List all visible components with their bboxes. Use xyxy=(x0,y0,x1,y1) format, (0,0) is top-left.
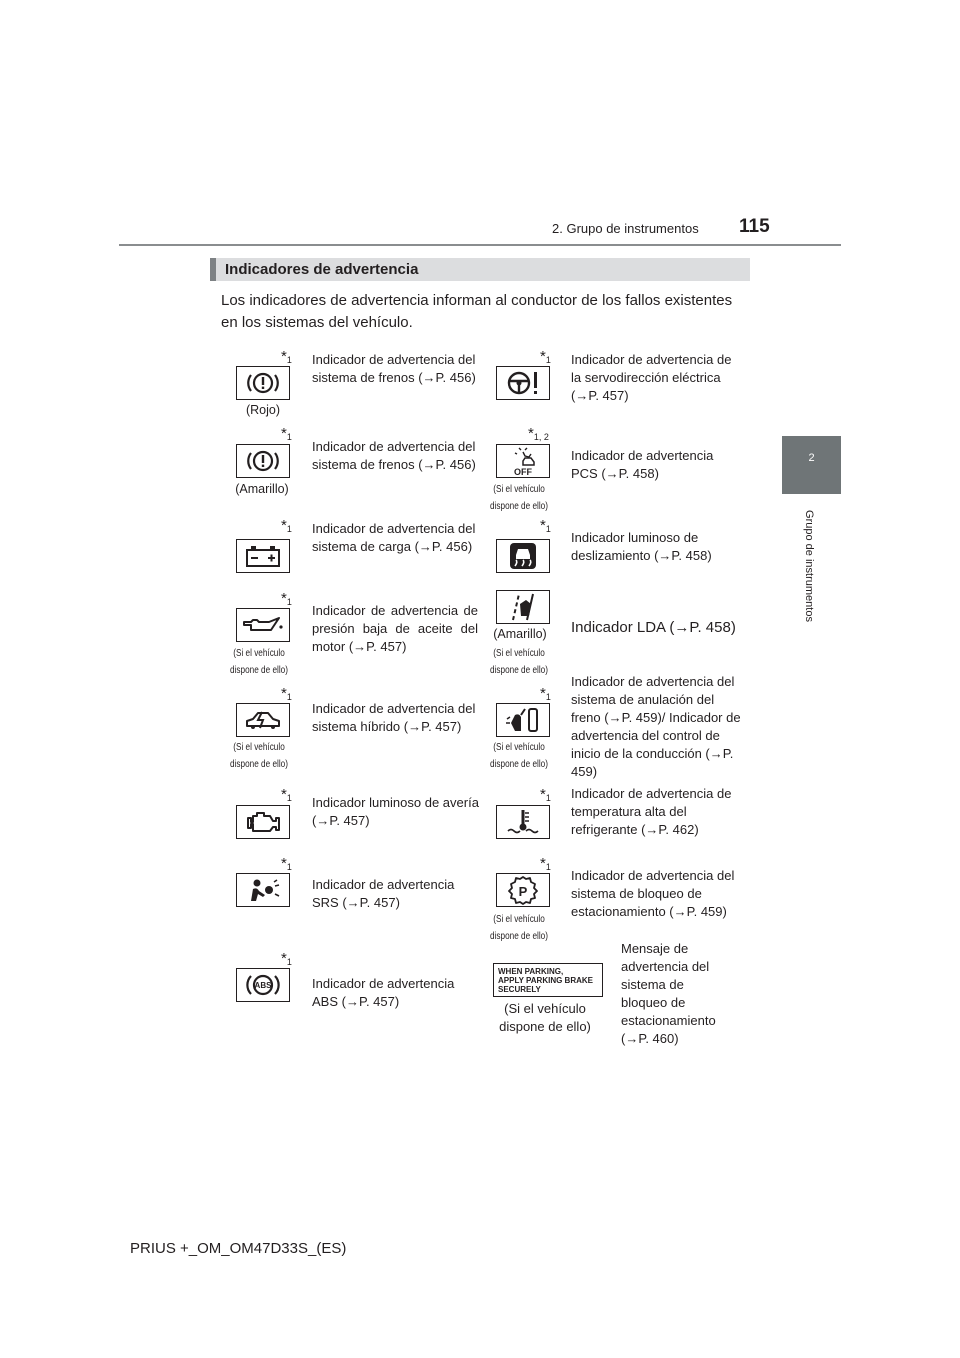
indicator-description: Indicador de advertencia del sistema de anulación del freno (→P. 459)/ Indicador de advertencia del control de inicio de la conducción (→P. 459) xyxy=(571,674,741,779)
chapter-tab: 2 xyxy=(782,436,841,494)
indicator-description: Indicador LDA (→P. 458) xyxy=(571,619,736,636)
indicator-description: Indicador de advertencia de la servodirección eléctrica (→P. 457) xyxy=(571,352,732,403)
footnote-marker: $*_1$ xyxy=(281,950,292,967)
footnote-marker: $*_1$ xyxy=(540,855,551,872)
availability-note: (Si el vehículo dispone de ello) xyxy=(490,914,548,942)
availability-note: (Si el vehículo dispone de ello) xyxy=(490,484,548,512)
footnote-marker: $*_1$ xyxy=(281,855,292,872)
section-title: Indicadores de advertencia xyxy=(225,261,419,278)
svg-text:OFF: OFF xyxy=(514,467,532,476)
svg-text:ABS: ABS xyxy=(254,981,272,990)
availability-note: (Si el vehículo dispone de ello) xyxy=(490,742,548,770)
indicator-description: Indicador de advertencia del sistema de carga (→P. 456) xyxy=(312,521,476,554)
parking-lock-icon xyxy=(496,873,550,907)
message-line: APPLY PARKING BRAKE xyxy=(498,976,593,985)
footnote-marker: $*_1$ xyxy=(540,348,551,365)
color-note: (Amarillo) xyxy=(493,627,547,641)
footnote-marker: $*_1$ xyxy=(281,590,292,607)
chapter-tab-label: Grupo de instrumentos xyxy=(803,510,815,622)
indicator-description: Indicador de advertencia del sistema de bloqueo de estacionamiento (→P. 459) xyxy=(571,868,735,919)
indicator-description: Indicador de advertencia del sistema de frenos (→P. 456) xyxy=(312,352,476,385)
footnote-marker: $*_1$ xyxy=(281,348,292,365)
indicator-description: Indicador luminoso de avería (→P. 457) xyxy=(312,795,479,828)
oil-can-icon xyxy=(236,608,290,642)
hybrid-car-icon xyxy=(236,703,290,737)
svg-text:P: P xyxy=(518,884,528,899)
footnote-marker: $*_1$ xyxy=(281,786,292,803)
pcs-off-icon xyxy=(496,444,550,478)
brake-warning-icon xyxy=(236,366,290,400)
abs-icon xyxy=(236,968,290,1002)
section-intro: Los indicadores de advertencia informan al conductor de los fallos existentes en los sistemas del vehículo. xyxy=(221,292,733,331)
lda-icon xyxy=(496,590,550,624)
indicator-description: Indicador de advertencia PCS (→P. 458) xyxy=(571,448,714,481)
message-line: SECURELY xyxy=(498,985,541,994)
footnote-marker: $*_1$ xyxy=(540,517,551,534)
header-divider xyxy=(119,244,841,246)
coolant-temp-icon xyxy=(496,805,550,839)
indicator-description: Indicador de advertencia de temperatura alta del refrigerante (→P. 462) xyxy=(571,786,732,837)
battery-icon xyxy=(236,539,290,573)
document-code: PRIUS +_OM_OM47D33S_(ES) xyxy=(130,1240,347,1257)
indicator-description: Indicador de advertencia de presión baja de aceite del motor (→P. 457) xyxy=(312,603,478,654)
availability-note: (Si el vehículo dispone de ello) xyxy=(230,742,288,770)
availability-note: (Si el vehículo dispone de ello) xyxy=(499,1001,591,1034)
availability-note: (Si el vehículo dispone de ello) xyxy=(490,648,548,676)
brake-warning-icon xyxy=(236,444,290,478)
indicator-description: Indicador de advertencia SRS (→P. 457) xyxy=(312,877,455,910)
footnote-marker: $*_1$ xyxy=(540,786,551,803)
indicator-description: Indicador de advertencia del sistema híbrido (→P. 457) xyxy=(312,701,476,734)
indicator-description: Indicador de advertencia del sistema de frenos (→P. 456) xyxy=(312,439,476,472)
footnote-marker: $*_1$ xyxy=(281,517,292,534)
color-note: (Amarillo) xyxy=(235,482,289,496)
availability-note: (Si el vehículo dispone de ello) xyxy=(230,648,288,676)
indicator-description: Indicador de advertencia ABS (→P. 457) xyxy=(312,976,455,1009)
section-heading xyxy=(210,258,750,281)
indicator-description: Indicador luminoso de deslizamiento (→P. 458) xyxy=(571,530,712,563)
skid-icon xyxy=(496,539,550,573)
brake-override-icon xyxy=(496,703,550,737)
footnote-marker: $*_1$ xyxy=(540,685,551,702)
steering-warning-icon xyxy=(496,366,550,400)
page-number: 115 xyxy=(739,216,770,237)
indicator-description: Mensaje de advertencia del sistema de bloqueo de estacionamiento (→P. 460) xyxy=(621,941,716,1046)
footnote-marker: $*_1$ xyxy=(281,685,292,702)
engine-icon xyxy=(236,805,290,839)
section-accent xyxy=(210,258,216,281)
footnote-marker: $*_{1, 2}$ xyxy=(528,425,549,442)
color-note: (Rojo) xyxy=(245,403,281,417)
airbag-icon xyxy=(236,873,290,907)
message-line: WHEN PARKING, xyxy=(498,967,564,976)
parking-message-display xyxy=(493,963,603,997)
chapter-title: 2. Grupo de instrumentos xyxy=(552,221,699,236)
footnote-marker: $*_1$ xyxy=(281,425,292,442)
